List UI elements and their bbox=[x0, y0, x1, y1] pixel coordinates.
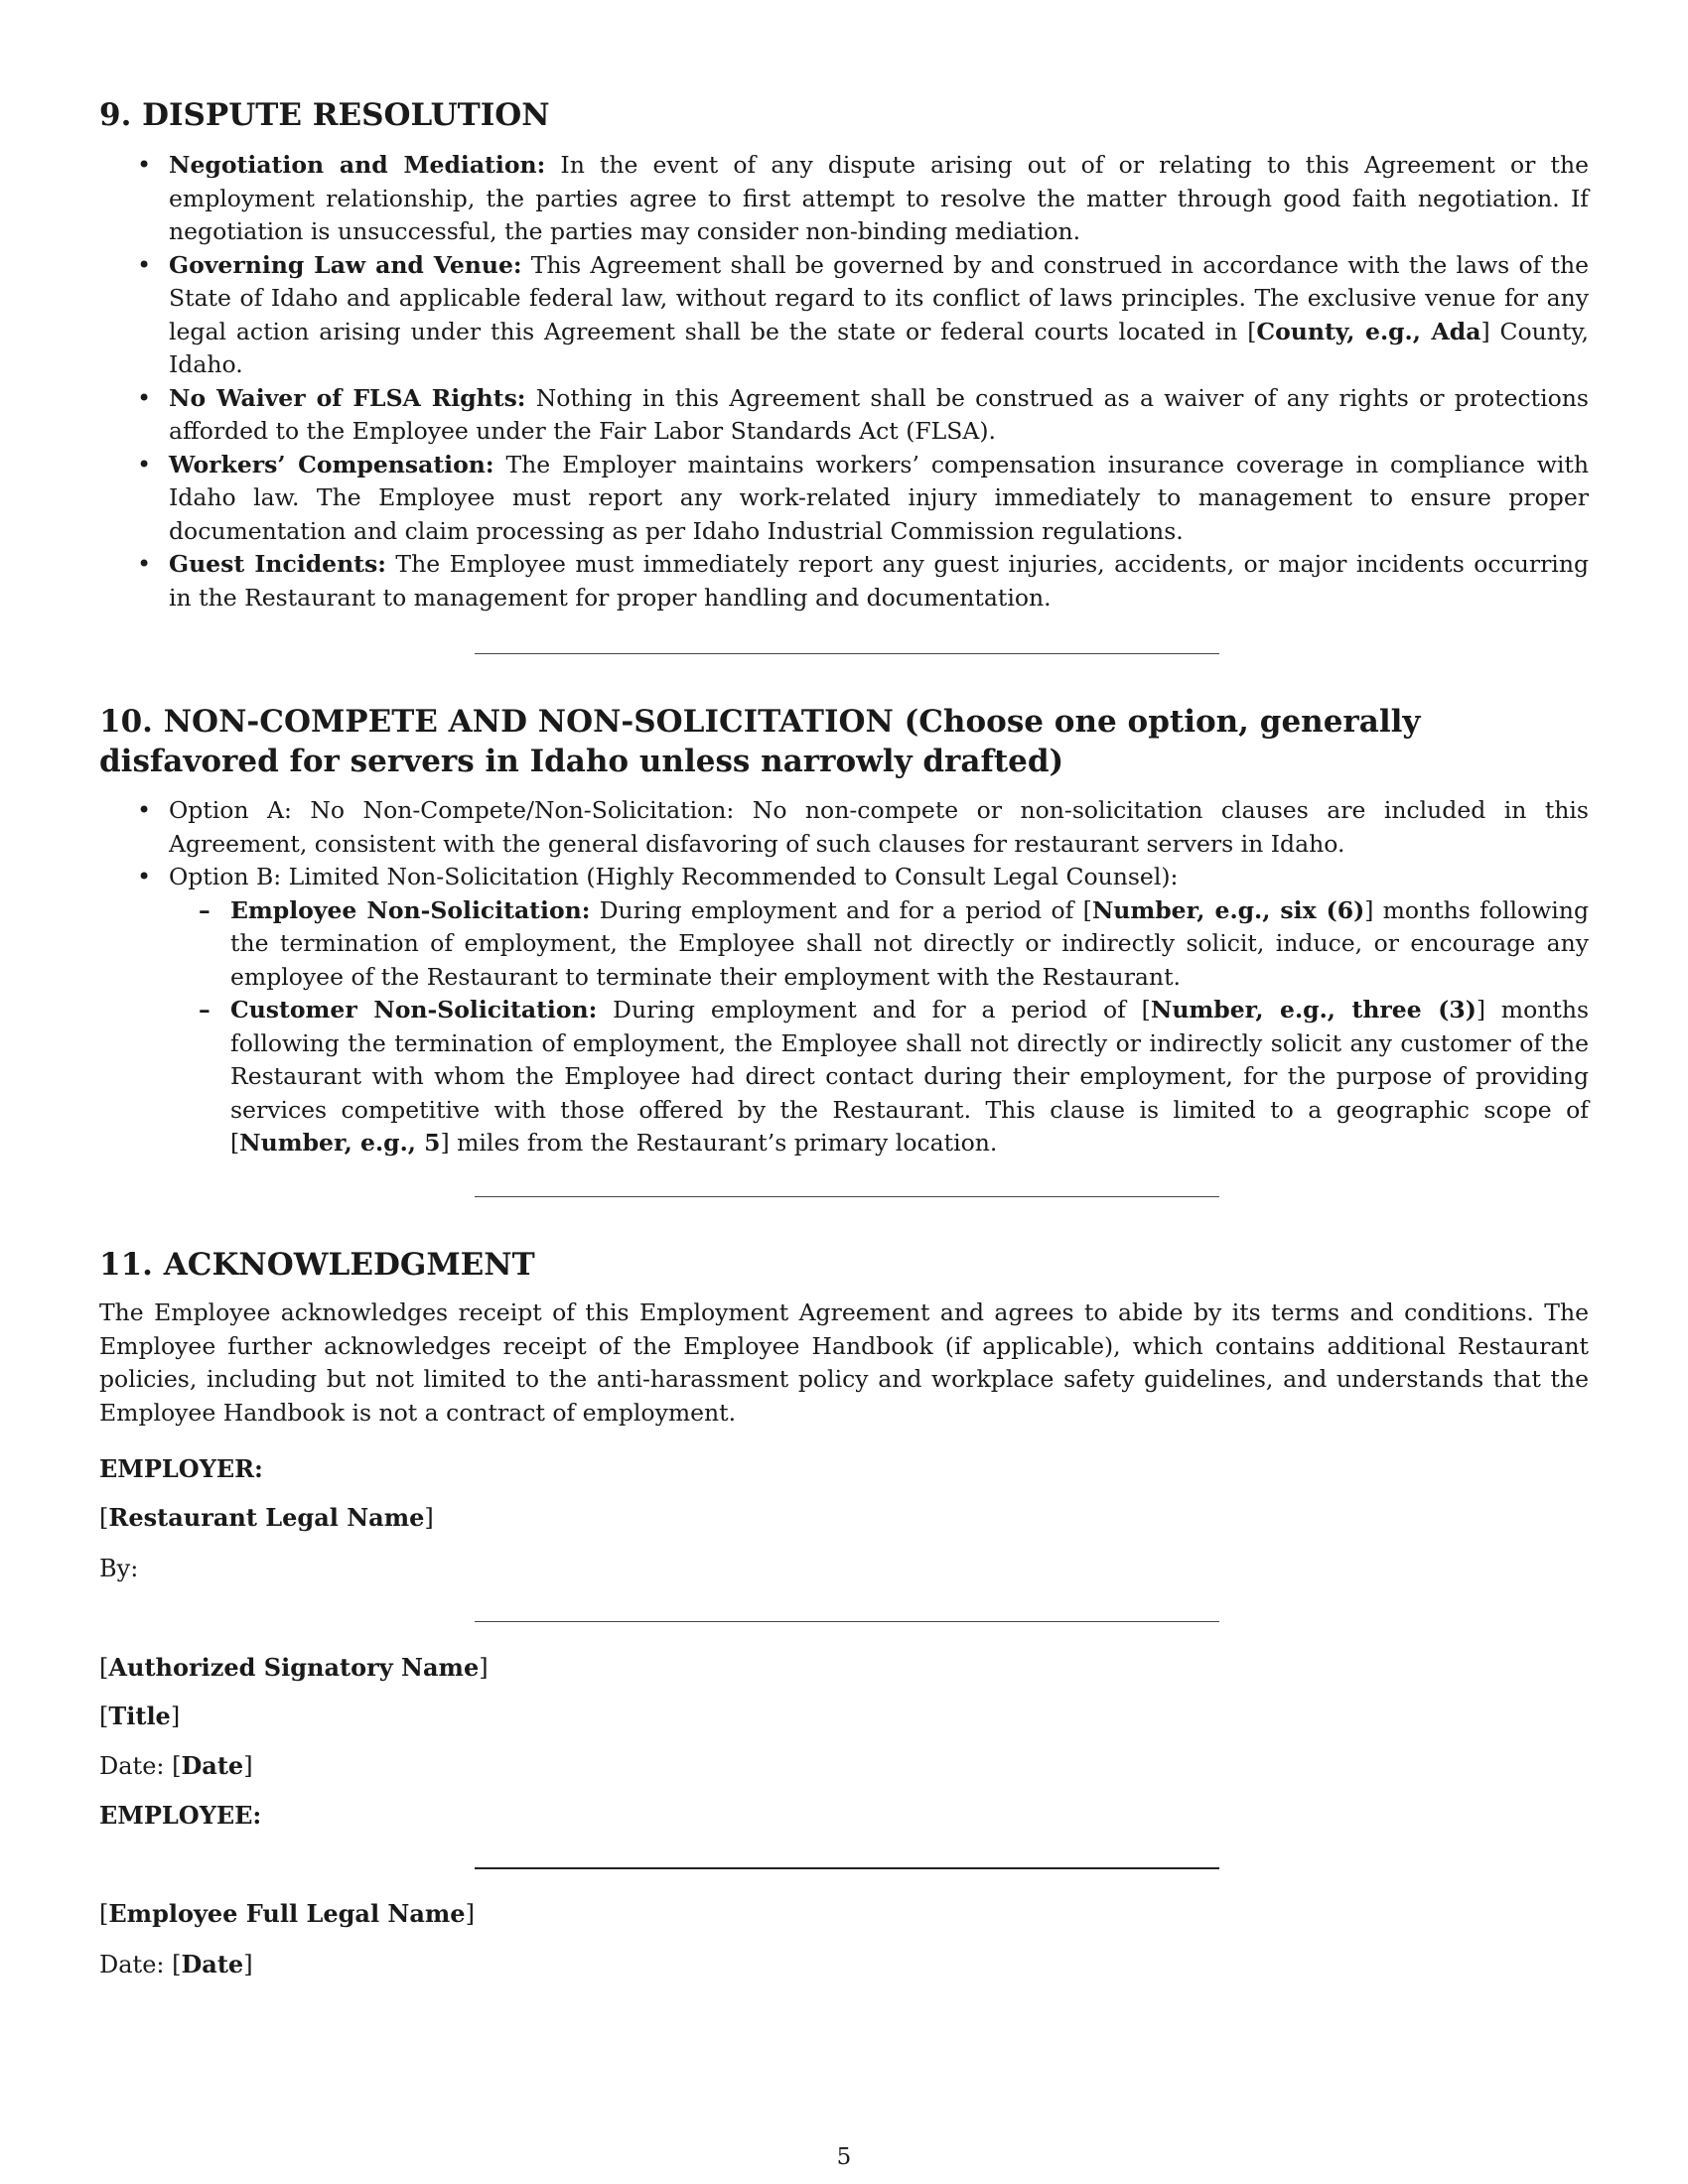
section-heading-non-compete: 10. NON-COMPETE AND NON-SOLICITATION (Choose one option, generally disfavored for servers in Idaho unless narrowly drafted) bbox=[99, 704, 1421, 779]
list-item: • Guest Incidents: The Employee must immediately report any guest injuries, accidents, or major incidents occurring in the Restaurant to management for proper handling and documentation. bbox=[99, 548, 1589, 614]
list-item: • Governing Law and Venue: This Agreement shall be governed by and construed in accordance with the laws of the State of Idaho and applicable federal law, without regard to its conflict of laws principles. The exclusive venue for any legal action arising under this Agreement shall be the state or federal courts located in [County, e.g., Ada] County, Idaho. bbox=[99, 249, 1589, 382]
section-divider bbox=[475, 1196, 1219, 1197]
employee-signature-line bbox=[475, 1867, 1219, 1869]
dispute-resolution-list bbox=[99, 149, 1589, 614]
page-number: 5 bbox=[836, 2144, 852, 2170]
employer-date: Date: [Date] bbox=[99, 1751, 253, 1780]
non-compete-list bbox=[99, 794, 1589, 1160]
restaurant-legal-name: [Restaurant Legal Name] bbox=[99, 1503, 434, 1532]
list-item: • Workers’ Compensation: The Employer maintains workers’ compensation insurance coverage in compliance with Idaho law. The Employee must report any work-related injury immediately to management to ensure proper documentation and claim processing as per Idaho Industrial Commission regulations. bbox=[99, 449, 1589, 549]
employee-date: Date: [Date] bbox=[99, 1950, 253, 1979]
list-item-option-b: • Option B: Limited Non-Solicitation (Highly Recommended to Consult Legal Counsel): – Employee Non-Solicitation: During employment and for a period of [Number, e.g., six (6)] months following the termination of employment, the Employee shall not directly or indirectly solicit, induce, or encourage any employee of the Restaurant to terminate their employment with the Restaurant. – Customer Non-Solicitation: During employment and for a period of [Number, e.g., three (3)] months following the termination of employment, the Employee shall not directly or indirectly solicit any customer of the Restaurant with whom the Employee had direct contact during their employment, for the purpose of providing services competitive with those offered by the Restaurant. This clause is limited to a geographic scope of [Number, e.g., 5] miles from the Restaurant’s primary location. bbox=[99, 861, 1589, 1160]
employee-label: EMPLOYEE: bbox=[99, 1801, 262, 1830]
section-heading-acknowledgment: 11. ACKNOWLEDGMENT bbox=[99, 1247, 535, 1283]
acknowledgment-paragraph: The Employee acknowledges receipt of this Employment Agreement and agrees to abide by its terms and conditions. The Employee further acknowledges receipt of the Employee Handbook (if applicable), which contains additional Restaurant policies, including but not limited to the anti-harassment policy and workplace safety guidelines, and understands that the Employee Handbook is not a contract of employment. bbox=[99, 1298, 1589, 1427]
list-item-employee-non-solicitation: – Employee Non-Solicitation: During employment and for a period of [Number, e.g., six (6)] months following the termination of employment, the Employee shall not directly or indirectly solicit, induce, or encourage any employee of the Restaurant to terminate their employment with the Restaurant. bbox=[169, 894, 1589, 995]
employer-signature-line bbox=[475, 1621, 1219, 1622]
list-item-option-a: • Option A: No Non-Compete/Non-Solicitation: No non-compete or non-solicitation clauses are included in this Agreement, consistent with the general disfavoring of such clauses for restaurant servers in Idaho. bbox=[99, 794, 1589, 861]
employee-full-legal-name: [Employee Full Legal Name] bbox=[99, 1899, 475, 1928]
list-item: • No Waiver of FLSA Rights: Nothing in this Agreement shall be construed as a waiver of any rights or protections afforded to the Employee under the Fair Labor Standards Act (FLSA). bbox=[99, 382, 1589, 449]
option-b-sublist bbox=[169, 894, 1589, 1160]
list-item: • Negotiation and Mediation: In the event of any dispute arising out of or relating to this Agreement or the employment relationship, the parties agree to first attempt to resolve the matter through good faith negotiation. If negotiation is unsuccessful, the parties may consider non-binding mediation. bbox=[99, 149, 1589, 249]
authorized-signatory-name: [Authorized Signatory Name] bbox=[99, 1653, 489, 1682]
section-divider bbox=[475, 653, 1219, 654]
employer-label: EMPLOYER: bbox=[99, 1454, 263, 1483]
signatory-title: [Title] bbox=[99, 1702, 181, 1730]
by-label: By: bbox=[99, 1555, 139, 1582]
list-item-customer-non-solicitation: – Customer Non-Solicitation: During employment and for a period of [Number, e.g., three (3)] months following the termination of employment, the Employee shall not directly or indirectly solicit any customer of the Restaurant with whom the Employee had direct contact during their employment, for the purpose of providing services competitive with those offered by the Restaurant. This clause is limited to a geographic scope of [Number, e.g., 5] miles from the Restaurant’s primary location. bbox=[169, 994, 1589, 1160]
section-heading-dispute-resolution: 9. DISPUTE RESOLUTION bbox=[99, 97, 550, 133]
